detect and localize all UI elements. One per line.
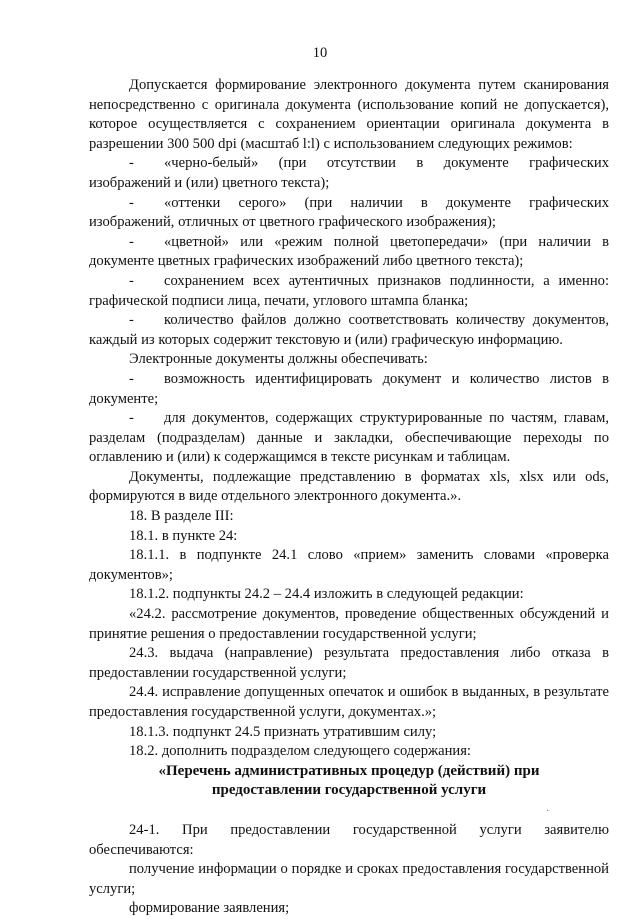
amendment-18: 18. В разделе III: [129,508,234,525]
page-number: 10 [312,45,328,61]
paragraph-scanning-intro: Допускается формирование электронного документа путем сканирования непосредственно с оригинала документа (использование копий не допускается), которое осуществляется с сохранением ориентации оригинала документа в разрешении 300 500 dpi (масштаб l:l) с использованием следующих режимов: [89,77,609,152]
clause-24-4: 24.4. исправление допущенных опечаток и ошибок в выданных, в результате предоставления государственной услуги, документах.»; [89,684,609,720]
list-item-mode-color [89,233,609,272]
list-item-mode-gray [89,194,609,233]
dash-marker: - [129,272,134,289]
list-item-info: получение информации о порядке и сроках предоставления государственной услуги; [89,861,609,897]
list-item-structured [89,409,609,468]
section-heading-line-1: «Перечень административных процедур (действий) при [158,762,540,779]
list-item-file-count [89,311,609,350]
paragraph-formats: Документы, подлежащие представлению в форматах xls, xlsx или ods, формируются в виде отдельного электронного документа.». [89,468,609,505]
dash-marker: - [129,410,134,427]
identify-text: возможность идентифицировать документ и количество листов в документе; [89,370,609,407]
clause-24-3: 24.3. выдача (направление) результата предоставления либо отказа в предоставлении государственной услуги; [89,645,609,681]
dash-marker: - [129,233,134,250]
mode-color-text: «цветной» или «режим полной цветопередачи» (при наличии в документе цветных графических изображений либо цветного текста); [89,233,609,270]
mode-bw-text: «черно-белый» (при отсутствии в документе графических изображений и (или) цветного текста); [89,155,609,191]
paragraph-electronic-docs: Электронные документы должны обеспечивать: [129,351,428,368]
heading-spacer [89,801,609,821]
dash-marker: - [129,312,134,329]
mode-gray-text: «оттенки серого» (при наличии в документе графических изображений, отличных от цветного графического изображения); [89,194,609,231]
scan-speck: · [546,806,550,817]
dash-marker: - [129,194,134,211]
dash-marker: - [129,155,134,172]
dash-marker: - [129,370,134,387]
clause-24-2: «24.2. рассмотрение документов, проведение общественных обсуждений и принятие решения о предоставлении государственной услуги; [89,606,609,642]
amendment-18-1-3: 18.1.3. подпункт 24.5 признать утратившим силу; [129,723,437,740]
file-count-text: количество файлов должно соответствовать количеству документов, каждый из которых содержит текстовую и (или) графическую информацию. [89,312,609,348]
amendment-18-1: 18.1. в пункте 24: [129,527,238,544]
authenticity-text: сохранением всех аутентичных признаков подлинности, а именно: графической подписи лица, печати, углового штампа бланка; [89,272,609,309]
amendment-18-2: 18.2. дополнить подразделом следующего содержания: [129,743,471,760]
list-item-mode-bw [89,154,609,193]
amendment-18-1-2: 18.1.2. подпункты 24.2 – 24.4 изложить в следующей редакции: [129,586,524,603]
document-body [89,76,609,919]
section-heading-line-2: предоставлении государственной услуги [211,782,487,799]
clause-24-1: 24-1. При предоставлении государственной услуги заявителю обеспечиваются: [89,821,609,858]
structured-text: для документов, содержащих структурированные по частям, главам, разделам (подразделам) данные и закладки, обеспечивающие переходы по оглавлению и (или) к содержащимся в тексте рисункам и таблицам. [89,410,609,466]
list-item-authenticity [89,272,609,311]
list-item-application: формирование заявления; [129,900,290,917]
amendment-18-1-1: 18.1.1. в подпункте 24.1 слово «прием» заменить словами «проверка документов»; [89,547,609,583]
list-item-identify [89,370,609,409]
